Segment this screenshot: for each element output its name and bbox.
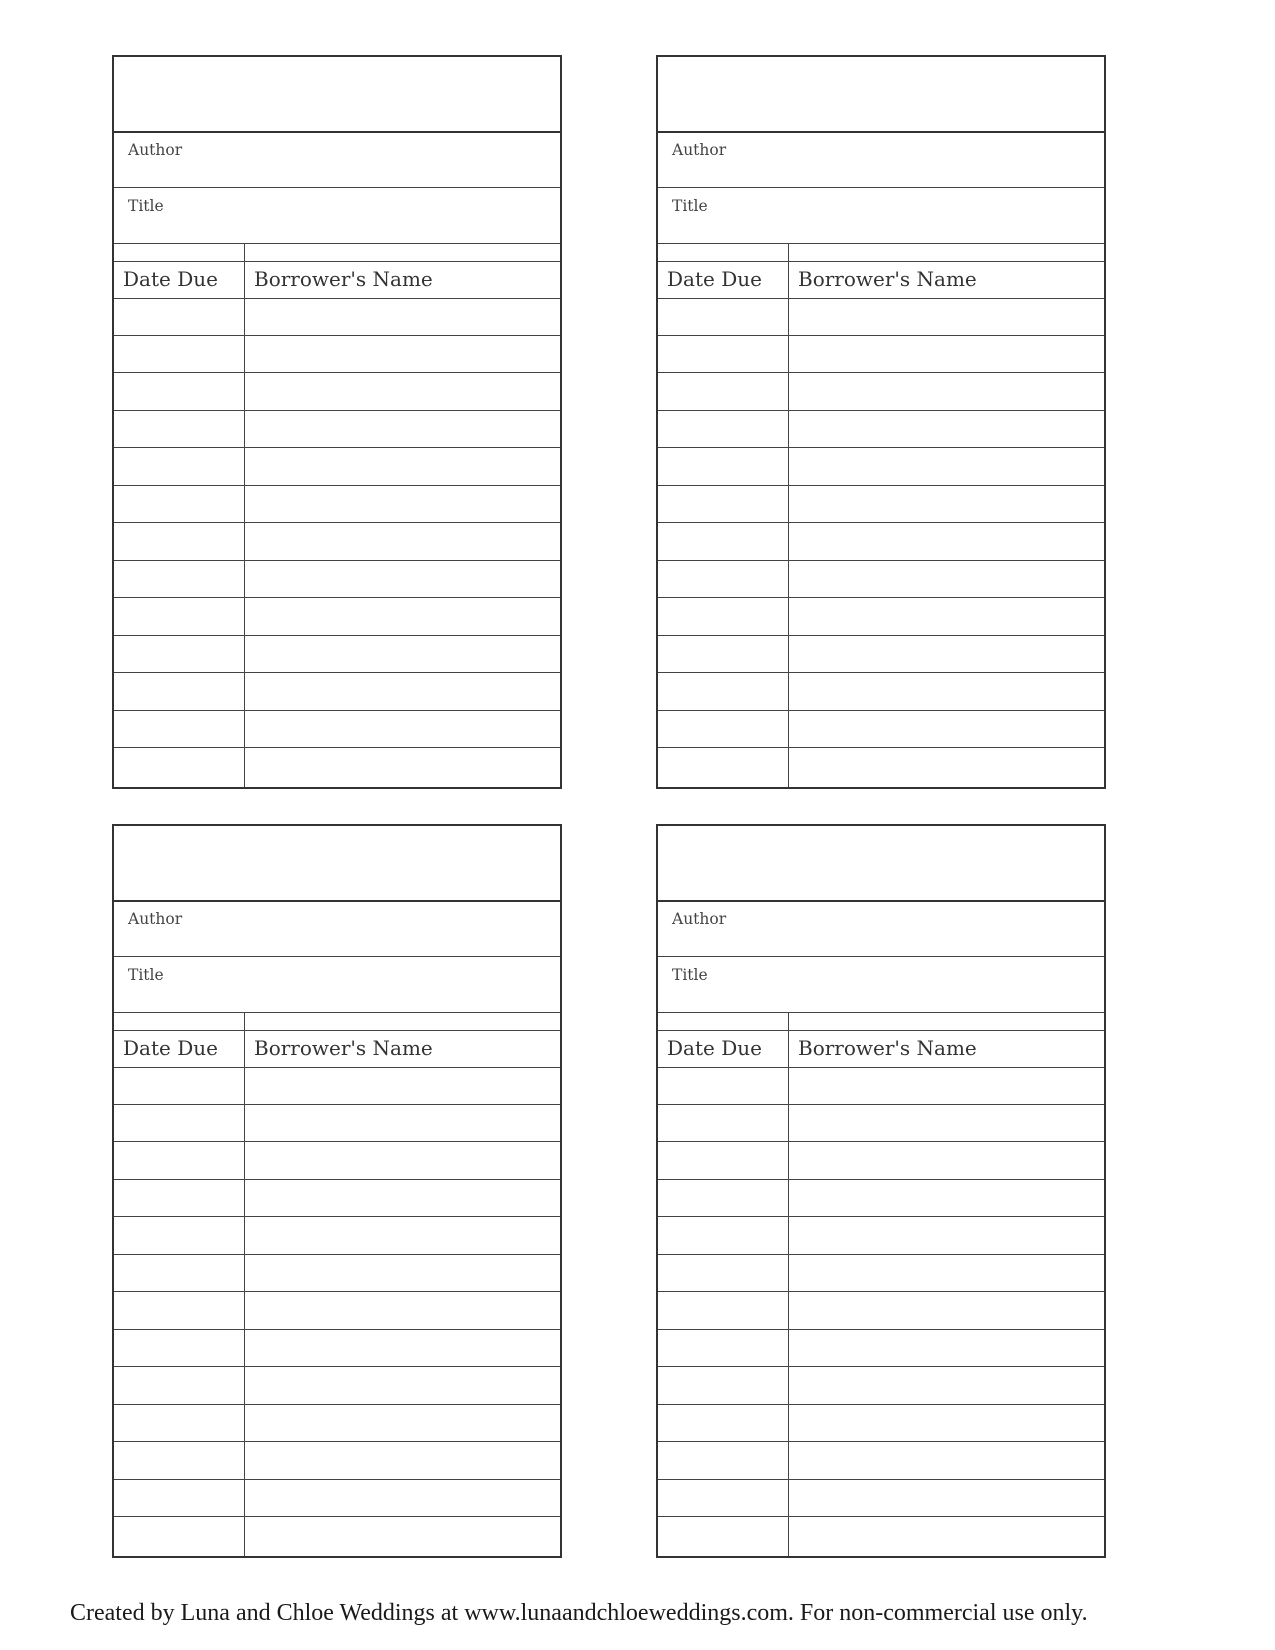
- spacer-row: [114, 243, 560, 262]
- table-row: [114, 523, 560, 561]
- table-row: [658, 298, 1104, 336]
- card-header-box: [114, 826, 560, 902]
- title-label: Title: [128, 966, 164, 984]
- library-card: [112, 55, 562, 789]
- title-label: Title: [128, 197, 164, 215]
- table-row: [658, 673, 1104, 711]
- table-row: [114, 1067, 560, 1105]
- date-due-header: Date Due: [667, 1036, 762, 1060]
- table-row: [114, 1142, 560, 1180]
- table-row: [114, 336, 560, 374]
- date-due-header: Date Due: [123, 267, 218, 291]
- table-header: [114, 261, 560, 299]
- title-field: [114, 187, 560, 244]
- table-row: [658, 336, 1104, 374]
- spacer-row: [658, 243, 1104, 262]
- table-row: [658, 1067, 1104, 1105]
- table-row: [658, 1217, 1104, 1255]
- table-row: [114, 1255, 560, 1293]
- author-label: Author: [672, 910, 727, 928]
- table-row: [114, 748, 560, 786]
- table-row: [114, 486, 560, 524]
- table-row: [658, 1405, 1104, 1443]
- column-divider: [244, 1012, 245, 1556]
- borrower-name-header: Borrower's Name: [798, 267, 977, 291]
- library-card: [656, 55, 1106, 789]
- table-row: [658, 1480, 1104, 1518]
- author-field: [114, 131, 560, 188]
- table-body: [114, 298, 560, 787]
- table-row: [114, 1367, 560, 1405]
- date-due-header: Date Due: [123, 1036, 218, 1060]
- table-row: [114, 673, 560, 711]
- table-row: [658, 598, 1104, 636]
- title-field: [658, 956, 1104, 1013]
- card-header-box: [114, 57, 560, 133]
- table-row: [658, 448, 1104, 486]
- author-label: Author: [128, 910, 183, 928]
- table-row: [658, 1442, 1104, 1480]
- table-row: [114, 298, 560, 336]
- table-row: [114, 1442, 560, 1480]
- table-row: [658, 1330, 1104, 1368]
- table-row: [114, 711, 560, 749]
- table-row: [114, 411, 560, 449]
- table-row: [658, 1142, 1104, 1180]
- table-row: [658, 1367, 1104, 1405]
- table-row: [114, 448, 560, 486]
- table-row: [658, 523, 1104, 561]
- table-row: [658, 561, 1104, 599]
- table-header: [658, 1030, 1104, 1068]
- author-label: Author: [672, 141, 727, 159]
- table-body: [658, 298, 1104, 787]
- date-due-header: Date Due: [667, 267, 762, 291]
- column-divider: [788, 243, 789, 787]
- column-divider: [788, 1012, 789, 1556]
- table-row: [658, 636, 1104, 674]
- table-row: [114, 1405, 560, 1443]
- author-label: Author: [128, 141, 183, 159]
- title-field: [114, 956, 560, 1013]
- table-row: [658, 711, 1104, 749]
- card-header-box: [658, 57, 1104, 133]
- table-row: [114, 1105, 560, 1143]
- table-row: [114, 1517, 560, 1555]
- table-row: [114, 1180, 560, 1218]
- table-row: [658, 1105, 1104, 1143]
- table-body: [114, 1067, 560, 1556]
- table-header: [114, 1030, 560, 1068]
- spacer-row: [114, 1012, 560, 1031]
- card-header-box: [658, 826, 1104, 902]
- borrower-name-header: Borrower's Name: [254, 1036, 433, 1060]
- title-label: Title: [672, 197, 708, 215]
- table-row: [658, 1180, 1104, 1218]
- table-row: [114, 373, 560, 411]
- title-field: [658, 187, 1104, 244]
- author-field: [658, 131, 1104, 188]
- table-header: [658, 261, 1104, 299]
- table-row: [658, 1517, 1104, 1555]
- table-body: [658, 1067, 1104, 1556]
- author-field: [658, 900, 1104, 957]
- table-row: [658, 411, 1104, 449]
- library-card: [656, 824, 1106, 1558]
- table-row: [114, 561, 560, 599]
- table-row: [658, 373, 1104, 411]
- table-row: [114, 1480, 560, 1518]
- borrower-name-header: Borrower's Name: [254, 267, 433, 291]
- table-row: [114, 636, 560, 674]
- table-row: [658, 748, 1104, 786]
- footer-credit: Created by Luna and Chloe Weddings at www.lunaandchloeweddings.com. For non-commercial use only.: [70, 1600, 1088, 1626]
- table-row: [658, 1292, 1104, 1330]
- table-row: [114, 1217, 560, 1255]
- table-row: [114, 1292, 560, 1330]
- table-row: [658, 1255, 1104, 1293]
- spacer-row: [658, 1012, 1104, 1031]
- column-divider: [244, 243, 245, 787]
- table-row: [658, 486, 1104, 524]
- author-field: [114, 900, 560, 957]
- library-card: [112, 824, 562, 1558]
- table-row: [114, 598, 560, 636]
- borrower-name-header: Borrower's Name: [798, 1036, 977, 1060]
- table-row: [114, 1330, 560, 1368]
- title-label: Title: [672, 966, 708, 984]
